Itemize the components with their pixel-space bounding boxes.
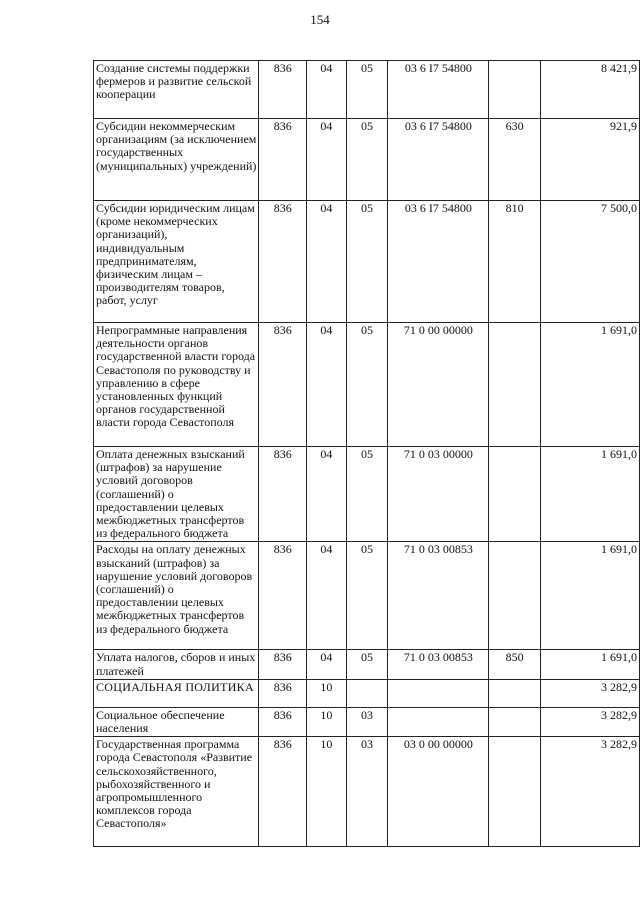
row-expense-type-code xyxy=(489,542,541,650)
row-name: Субсидии некоммерческим организациям (за исключением государственных (муниципальных) учреждений) xyxy=(94,119,259,201)
row-amount: 921,9 xyxy=(540,119,639,201)
row-amount: 3 282,9 xyxy=(540,707,639,736)
row-grbs-code: 836 xyxy=(259,323,307,447)
row-expense-type-code: 850 xyxy=(489,650,541,679)
row-amount: 3 282,9 xyxy=(540,737,639,847)
row-grbs-code: 836 xyxy=(259,737,307,847)
table-row xyxy=(94,679,640,707)
row-name: Государственная программа города Севастополя «Развитие сельскохозяйственного, рыбохозяйственного и агропромышленного комплексов города Севастополя» xyxy=(94,737,259,847)
row-expense-type-code: 810 xyxy=(489,201,541,323)
row-amount: 7 500,0 xyxy=(540,201,639,323)
row-expense-type-code xyxy=(489,323,541,447)
row-subsection-code xyxy=(346,679,388,707)
row-subsection-code: 05 xyxy=(346,542,388,650)
row-subsection-code: 05 xyxy=(346,447,388,542)
row-section-code: 04 xyxy=(307,447,347,542)
row-grbs-code: 836 xyxy=(259,707,307,736)
row-target-article-code: 71 0 03 00853 xyxy=(388,650,489,679)
row-amount: 1 691,0 xyxy=(540,542,639,650)
row-name: Уплата налогов, сборов и иных платежей xyxy=(94,650,259,679)
table-row xyxy=(94,707,640,736)
row-target-article-code: 71 0 03 00000 xyxy=(388,447,489,542)
row-amount: 1 691,0 xyxy=(540,447,639,542)
row-section-code: 10 xyxy=(307,737,347,847)
row-expense-type-code xyxy=(489,737,541,847)
row-grbs-code: 836 xyxy=(259,119,307,201)
row-target-article-code: 03 6 I7 54800 xyxy=(388,119,489,201)
row-section-code: 04 xyxy=(307,201,347,323)
row-target-article-code: 71 0 00 00000 xyxy=(388,323,489,447)
row-subsection-code: 05 xyxy=(346,650,388,679)
row-name: Социальное обеспечение населения xyxy=(94,707,259,736)
row-section-code: 04 xyxy=(307,323,347,447)
row-grbs-code: 836 xyxy=(259,650,307,679)
row-name: Оплата денежных взысканий (штрафов) за нарушение условий договоров (соглашений) о предоставлении целевых межбюджетных трансфертов из федерального бюджета xyxy=(94,447,259,542)
row-section-code: 10 xyxy=(307,679,347,707)
row-target-article-code xyxy=(388,707,489,736)
row-grbs-code: 836 xyxy=(259,201,307,323)
row-target-article-code: 03 0 00 00000 xyxy=(388,737,489,847)
table-row xyxy=(94,119,640,201)
table-row xyxy=(94,323,640,447)
row-amount: 1 691,0 xyxy=(540,650,639,679)
row-grbs-code: 836 xyxy=(259,447,307,542)
row-amount: 3 282,9 xyxy=(540,679,639,707)
row-target-article-code: 71 0 03 00853 xyxy=(388,542,489,650)
row-subsection-code: 03 xyxy=(346,707,388,736)
row-expense-type-code: 630 xyxy=(489,119,541,201)
row-expense-type-code xyxy=(489,61,541,119)
table-row xyxy=(94,61,640,119)
row-subsection-code: 05 xyxy=(346,323,388,447)
table-row xyxy=(94,737,640,847)
row-subsection-code: 05 xyxy=(346,201,388,323)
row-expense-type-code xyxy=(489,707,541,736)
row-name: Непрограммные направления деятельности органов государственной власти города Севастополя по руководству и управлению в сфере установленных функций органов государственной власти города Севастополя xyxy=(94,323,259,447)
row-target-article-code xyxy=(388,679,489,707)
row-subsection-code: 05 xyxy=(346,61,388,119)
page-number: 154 xyxy=(310,12,330,27)
row-name: Создание системы поддержки фермеров и развитие сельской кооперации xyxy=(94,61,259,119)
budget-table xyxy=(93,60,640,847)
table-row xyxy=(94,447,640,542)
row-subsection-code: 03 xyxy=(346,737,388,847)
row-grbs-code: 836 xyxy=(259,61,307,119)
row-target-article-code: 03 6 I7 54800 xyxy=(388,61,489,119)
row-name: СОЦИАЛЬНАЯ ПОЛИТИКА xyxy=(94,679,259,707)
row-grbs-code: 836 xyxy=(259,679,307,707)
row-expense-type-code xyxy=(489,447,541,542)
row-section-code: 04 xyxy=(307,61,347,119)
table-row xyxy=(94,201,640,323)
row-grbs-code: 836 xyxy=(259,542,307,650)
row-amount: 8 421,9 xyxy=(540,61,639,119)
row-amount: 1 691,0 xyxy=(540,323,639,447)
row-section-code: 04 xyxy=(307,119,347,201)
row-subsection-code: 05 xyxy=(346,119,388,201)
row-section-code: 04 xyxy=(307,542,347,650)
table-row xyxy=(94,650,640,679)
row-section-code: 04 xyxy=(307,650,347,679)
row-name: Субсидии юридическим лицам (кроме некоммерческих организаций), индивидуальным предпринимателям, физическим лицам – производителям товаров, работ, услуг xyxy=(94,201,259,323)
row-section-code: 10 xyxy=(307,707,347,736)
row-name: Расходы на оплату денежных взысканий (штрафов) за нарушение условий договоров (соглашений) о предоставлении целевых межбюджетных трансфертов из федерального бюджета xyxy=(94,542,259,650)
row-target-article-code: 03 6 I7 54800 xyxy=(388,201,489,323)
row-expense-type-code xyxy=(489,679,541,707)
table-row xyxy=(94,542,640,650)
